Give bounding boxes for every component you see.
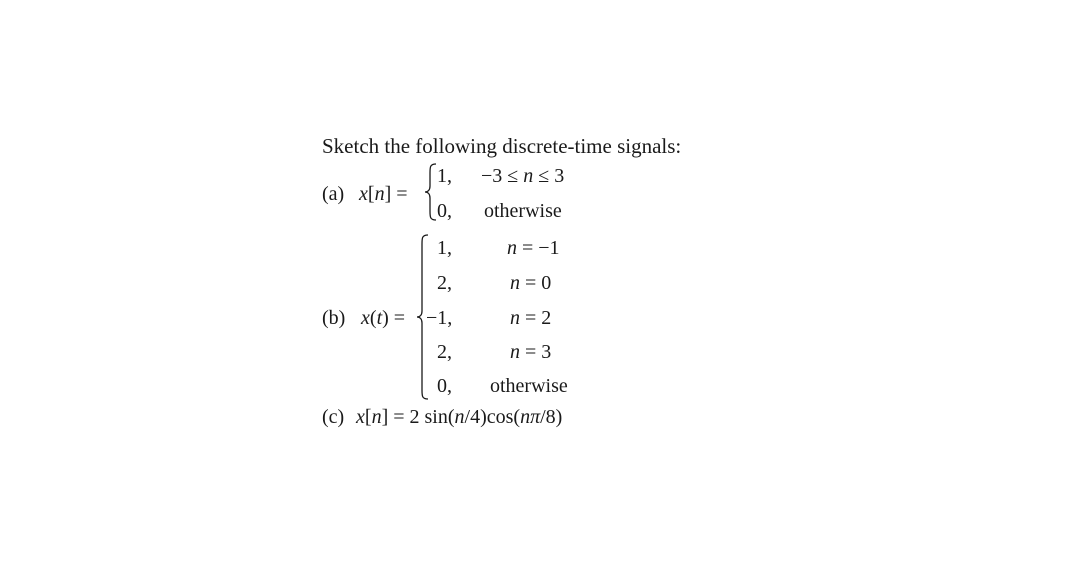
part-c-expression	[356, 407, 562, 427]
part-b-case4-rest: = 3	[520, 341, 552, 363]
part-b-case2-rest: = 0	[520, 272, 552, 294]
part-b-case1-rest: = −1	[517, 237, 560, 259]
part-b-case4-value: 2,	[437, 341, 452, 363]
part-c-expr-a: ] = 2 sin(	[381, 406, 455, 428]
part-b-case3-rest: = 2	[520, 307, 552, 329]
part-a-case1-rhs: ≤ 3	[533, 165, 565, 187]
part-b-case1-cond	[507, 238, 560, 258]
part-b-var: x	[361, 307, 370, 329]
part-b-case5-cond: otherwise	[490, 375, 568, 397]
part-b-label: (b)	[322, 307, 346, 329]
part-a-case1-n: n	[523, 165, 534, 187]
problem-title: Sketch the following discrete-time signals:	[322, 134, 682, 158]
part-a-case1-value: 1,	[437, 165, 452, 187]
part-a-index: n	[374, 183, 385, 205]
part-a-case2-value: 0,	[437, 200, 452, 222]
part-b-case1-value: 1,	[437, 237, 452, 259]
part-a-lbracket: [	[367, 183, 375, 205]
part-c-var: x	[356, 406, 365, 428]
part-c-index: n	[371, 406, 382, 428]
part-c-label: (c)	[322, 406, 345, 428]
part-b-case3-cond	[510, 308, 551, 328]
part-a-brace	[424, 163, 438, 221]
part-a-var: x	[359, 183, 368, 205]
part-b-case3-n: n	[510, 307, 520, 329]
part-c-expr-b: /4)cos(	[464, 406, 521, 428]
part-b-case2-value: 2,	[437, 272, 452, 294]
part-b-lhs	[361, 308, 405, 328]
part-b-case5-value: 0,	[437, 375, 452, 397]
part-c-npi: nπ	[520, 406, 541, 428]
part-b-rparen: )	[382, 307, 389, 329]
part-b-case4-cond	[510, 342, 551, 362]
part-b-index: t	[376, 307, 383, 329]
part-a-case2-cond: otherwise	[484, 200, 562, 222]
part-c-lbracket: [	[364, 406, 372, 428]
part-b-case1-n: n	[507, 237, 517, 259]
part-b-case4-n: n	[510, 341, 520, 363]
part-b-case3-value: −1,	[426, 307, 453, 329]
part-c-expr-c: /8)	[540, 406, 563, 428]
part-c-n1: n	[454, 406, 465, 428]
part-b-lparen: (	[369, 307, 377, 329]
part-a-rbracket: ]	[384, 183, 392, 205]
part-a-case1-cond	[481, 166, 564, 186]
part-a-lhs	[359, 184, 408, 204]
part-a-label: (a)	[322, 183, 345, 205]
part-a-equals: =	[396, 183, 408, 205]
part-b-case2-n: n	[510, 272, 520, 294]
part-b-case2-cond	[510, 273, 551, 293]
part-a-case1-lhs: −3 ≤	[481, 165, 524, 187]
part-b-equals: =	[393, 307, 406, 329]
